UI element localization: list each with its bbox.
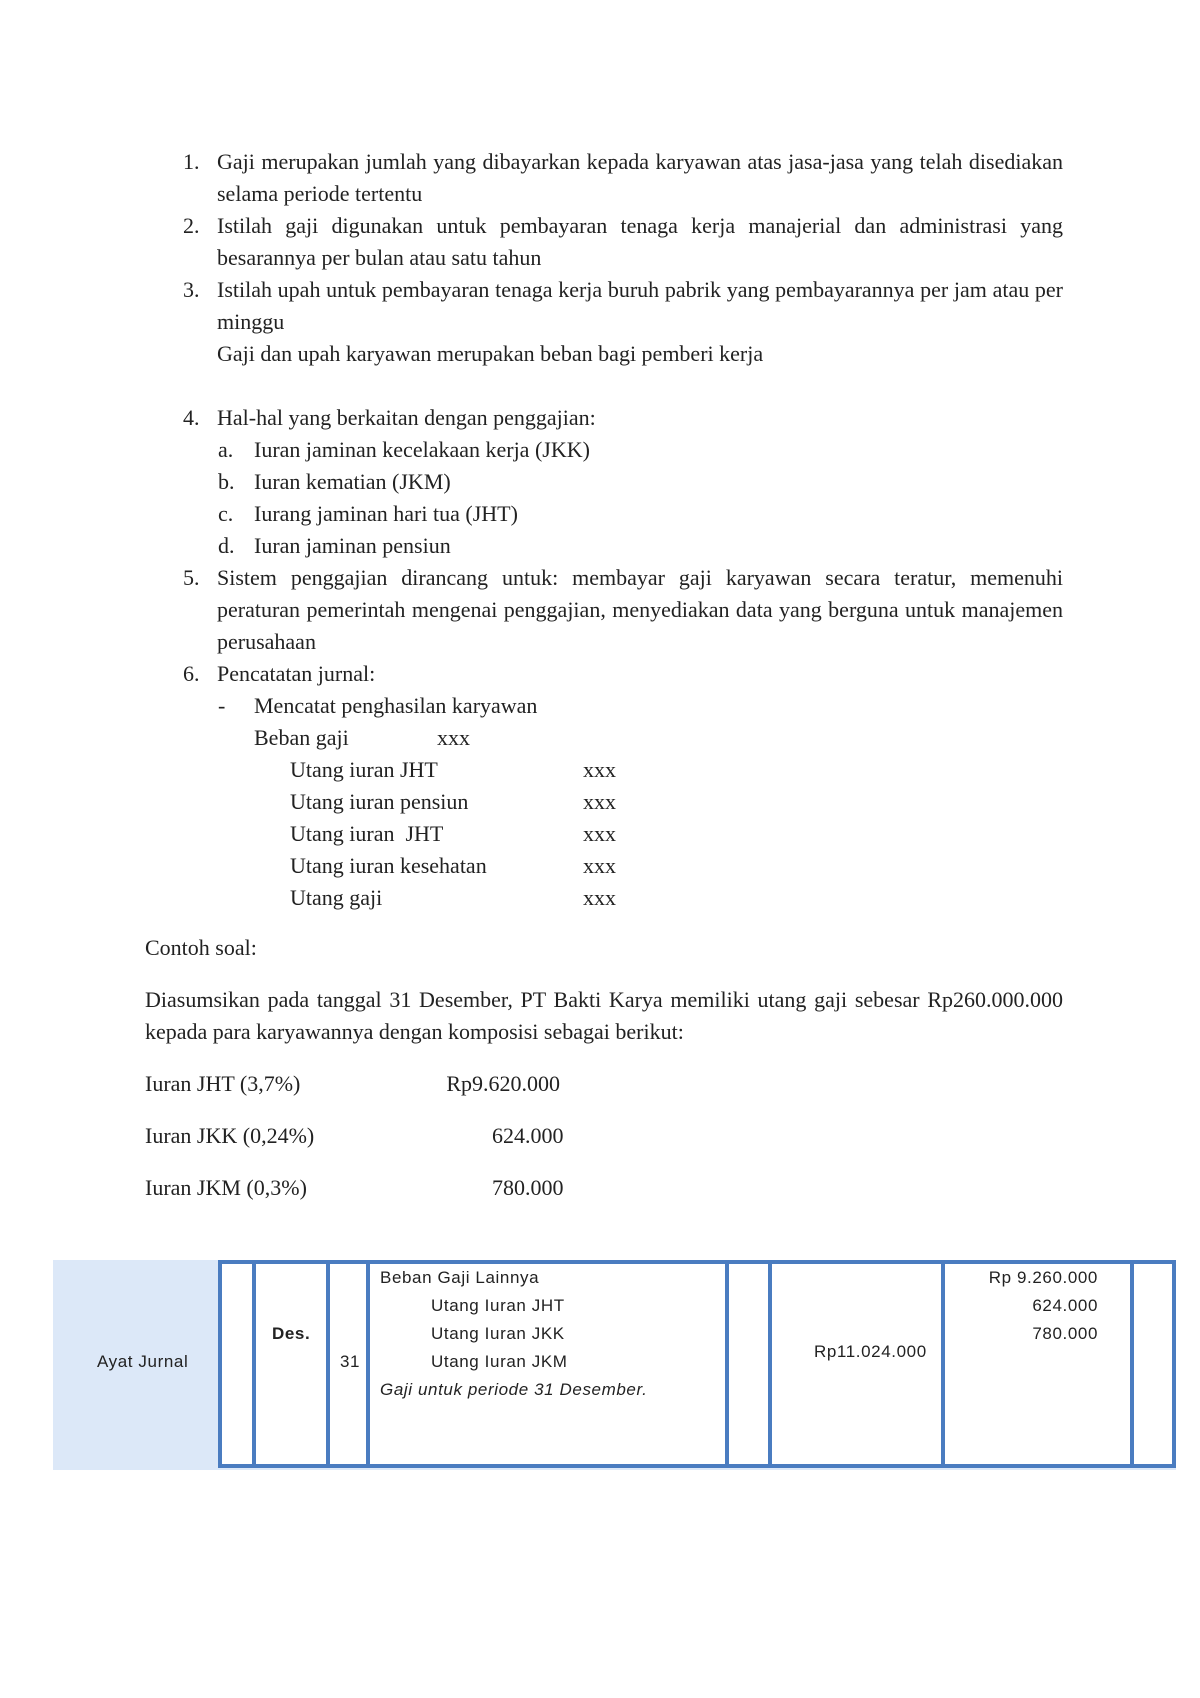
list-note: Gaji dan upah karyawan merupakan beban bagi pemberi kerja: [217, 341, 764, 366]
journal-debit-account: Beban Gaji Lainnya: [380, 1268, 540, 1287]
journal-day: 31: [340, 1352, 361, 1371]
column-divider: [725, 1260, 729, 1468]
example-item-label: Iuran JHT (3,7%): [145, 1071, 301, 1096]
journal-month: Des.: [272, 1324, 311, 1343]
journal-debit-label: Beban gaji: [254, 725, 349, 750]
journal-credit-label: Utang iuran JHT: [290, 821, 444, 846]
column-divider: [366, 1260, 370, 1468]
list-number: 2.: [183, 213, 200, 238]
journal-credit-amount: 624.000: [1032, 1296, 1098, 1315]
journal-credit-amount: xxx: [583, 821, 616, 846]
list-number: 1.: [183, 149, 200, 174]
list-text: Istilah upah untuk pembayaran tenaga kerja buruh pabrik yang pembayarannya per jam atau per minggu: [217, 277, 1063, 334]
list-number: 6.: [183, 661, 200, 686]
example-item-amount: 780.000: [492, 1175, 564, 1200]
journal-credit-amount: xxx: [583, 885, 616, 910]
journal-credit-amount: xxx: [583, 757, 616, 782]
example-item-label: Iuran JKK (0,24%): [145, 1123, 315, 1148]
journal-credit-label: Utang iuran pensiun: [290, 789, 469, 814]
journal-credit-label: Utang gaji: [290, 885, 383, 910]
sublist-label: Iuran jaminan kecelakaan kerja (JKK): [254, 437, 590, 462]
example-item-label: Iuran JKM (0,3%): [145, 1175, 307, 1200]
list-number: 4.: [183, 405, 200, 430]
journal-credit-amount: xxx: [583, 789, 616, 814]
list-text: Gaji merupakan jumlah yang dibayarkan kepada karyawan atas jasa-jasa yang telah disediakan selama periode tertentu: [217, 149, 1063, 206]
sublist-label: Iuran kematian (JKM): [254, 469, 451, 494]
journal-credit-amount: Rp 9.260.000: [988, 1268, 1098, 1287]
column-divider: [252, 1260, 256, 1468]
dash-marker: -: [218, 693, 226, 718]
journal-debit-amount: Rp11.024.000: [814, 1342, 927, 1361]
column-divider: [768, 1260, 772, 1468]
list-item-5: [183, 562, 1063, 658]
example-intro: Diasumsikan pada tanggal 31 Desember, PT Bakti Karya memiliki utang gaji sebesar Rp260.000.000 kepada para karyawannya dengan komposisi sebagai berikut:: [145, 987, 1063, 1044]
sublist-label: Iurang jaminan hari tua (JHT): [254, 501, 518, 526]
list-item-6: [183, 658, 1063, 690]
journal-credit-amount: xxx: [583, 853, 616, 878]
list-item-1: [183, 146, 1063, 210]
column-divider: [1130, 1260, 1134, 1468]
sublist-mark: d.: [218, 533, 235, 558]
journal-description: Gaji untuk periode 31 Desember.: [380, 1380, 648, 1399]
journal-credit-amounts: [955, 1264, 1098, 1348]
list-item-3: [183, 274, 1063, 370]
list-text: Istilah gaji digunakan untuk pembayaran tenaga kerja manajerial dan administrasi yang besarannya per bulan atau satu tahun: [217, 213, 1063, 270]
journal-credit-account: Utang Iuran JKM: [431, 1352, 568, 1371]
example-item-amount: 624.000: [492, 1123, 564, 1148]
journal-credit-amount: 780.000: [1032, 1324, 1098, 1343]
sublist-mark: b.: [218, 469, 235, 494]
list-item-2: [183, 210, 1063, 274]
journal-credit-label: Utang iuran kesehatan: [290, 853, 487, 878]
list-item-4: [183, 402, 1063, 434]
sublist-label: Iuran jaminan pensiun: [254, 533, 451, 558]
list-number: 5.: [183, 565, 200, 590]
example-title: Contoh soal:: [145, 935, 257, 960]
journal-debit-amount: xxx: [437, 725, 470, 750]
journal-credit-account: Utang Iuran JKK: [431, 1324, 565, 1343]
column-divider: [941, 1260, 945, 1468]
list-number: 3.: [183, 277, 200, 302]
sublist-mark: a.: [218, 437, 234, 462]
list-text: Pencatatan jurnal:: [217, 661, 376, 686]
column-divider: [326, 1260, 330, 1468]
list-text: Hal-hal yang berkaitan dengan penggajian:: [217, 405, 596, 430]
journal-credit-account: Utang Iuran JHT: [431, 1296, 565, 1315]
ayat-jurnal-label: Ayat Jurnal: [97, 1352, 189, 1371]
sublist-mark: c.: [218, 501, 234, 526]
journal-heading-text: Mencatat penghasilan karyawan: [254, 693, 538, 718]
list-text: Sistem penggajian dirancang untuk: membayar gaji karyawan secara teratur, memenuhi peraturan pemerintah mengenai penggajian, menyediakan data yang berguna untuk manajemen perusahaan: [217, 565, 1063, 654]
journal-credit-label: Utang iuran JHT: [290, 757, 438, 782]
